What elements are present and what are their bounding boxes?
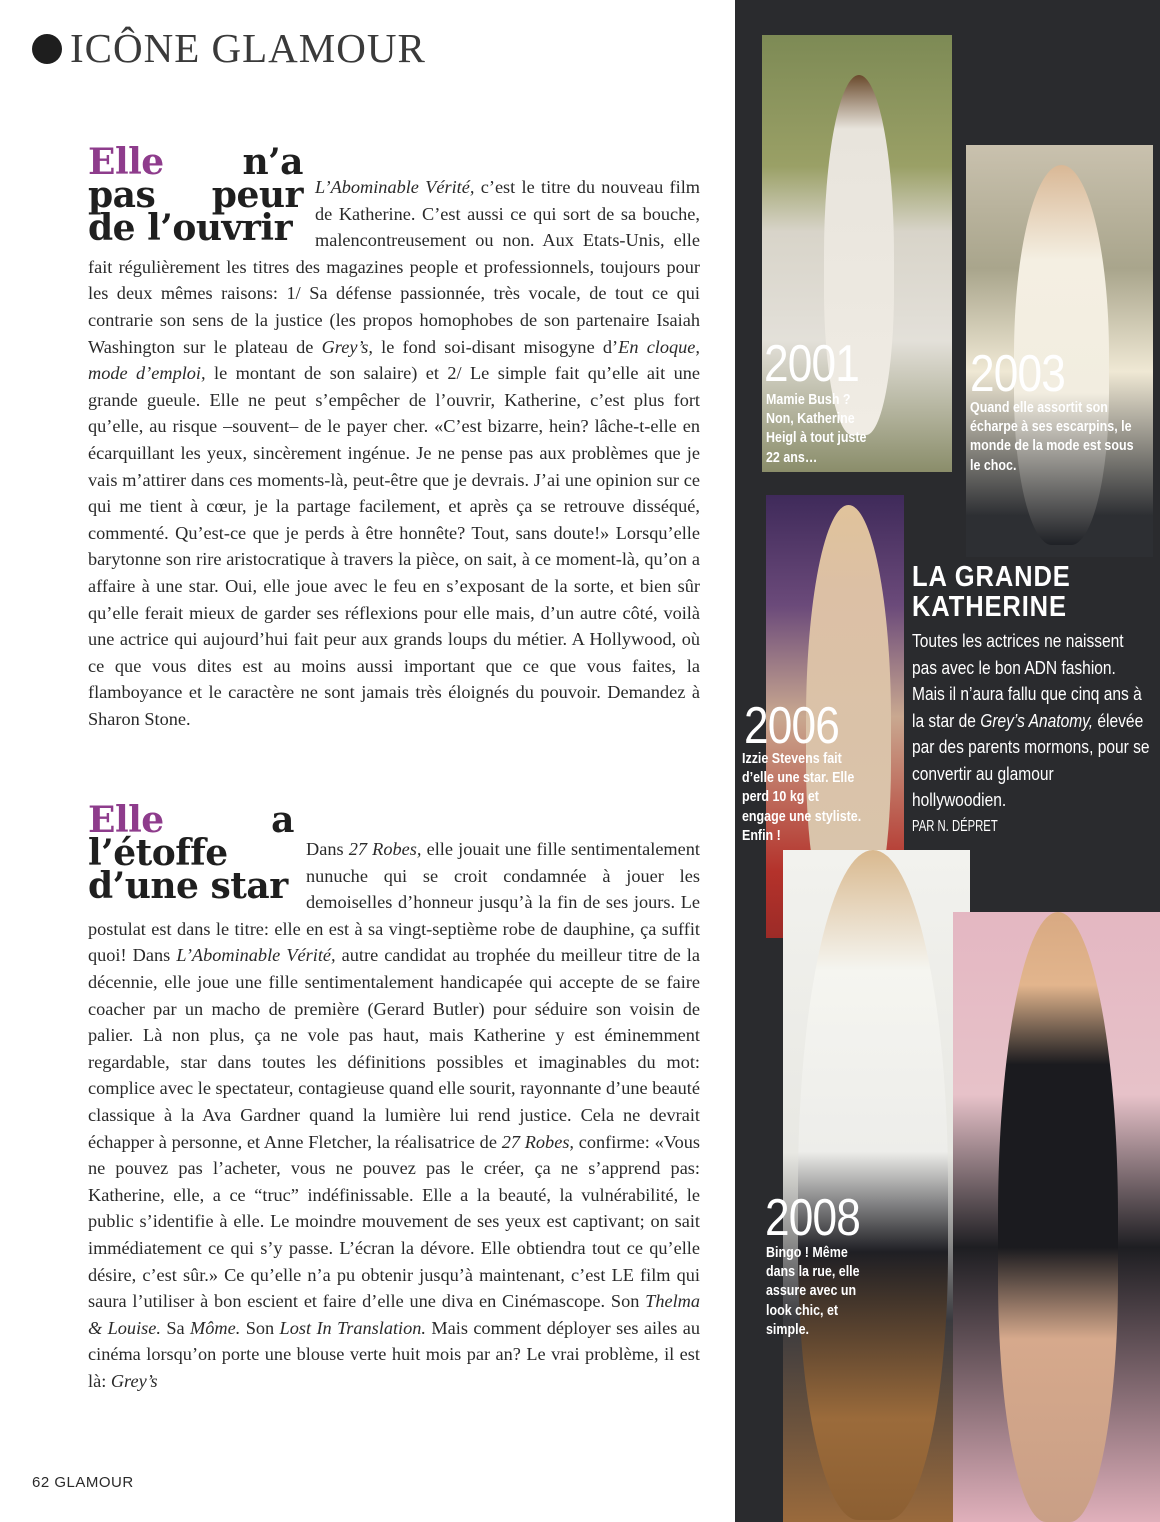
- sidebar-body: [912, 628, 1151, 840]
- body-text: Sa: [160, 1317, 191, 1338]
- figure-silhouette: [798, 850, 948, 1520]
- sidebar-title-line: LA GRANDE: [912, 561, 1071, 593]
- sidebar-title: [912, 562, 1123, 622]
- caption-2006: Izzie Stevens fait d’elle une star. Elle perd 10 kg et engage une styliste. Enfin !: [742, 751, 862, 844]
- heading-accent: Elle: [88, 141, 164, 183]
- caption-2008: Bingo ! Même dans la rue, elle assure avec un look chic, et simple.: [766, 1245, 860, 1338]
- film-title-ref: L’Abominable Vérité,: [315, 177, 475, 197]
- section-title: ICÔNE GLAMOUR: [70, 25, 426, 71]
- heading-rest: n’a pas peur de l’ouvrir: [88, 141, 303, 249]
- section-header: [32, 25, 426, 71]
- body-text: Mais comment déployer ses ailes au cinéma lorsqu’on porte une blouse verte huit mois par an? Le vrai problème, il est là:: [88, 1317, 700, 1391]
- show-title-ref: Grey’s: [110, 1370, 158, 1391]
- show-title-ref: Grey’s,: [321, 336, 373, 357]
- year-label-2001: 2001: [764, 335, 859, 393]
- body-text: Son: [240, 1317, 280, 1338]
- show-title-ref: Grey’s Anatomy,: [980, 709, 1094, 731]
- year-label-2008: 2008: [765, 1189, 860, 1247]
- author-credit: PAR N. DÉPRET: [912, 817, 998, 835]
- bullet-dot-icon: [32, 34, 62, 64]
- body-text: confirme: «Vous ne pouvez pas l’acheter, vous ne pouvez pas le créer, ça ne s’apprend pas: Katherine, elle, a ce “truc” indéfinissable. Elle a la beauté, la vulnérabilité, le public s’identifie à elle. Le moindre mouvement de ses yeux est captivant; on sait immédiatement ce qui s’y passe. L’écran la dévore. Elle obtiendra tout ce qu’elle désire, c’est sûr.» Ce qu’elle n’a pu obtenir jusqu’à maintenant, c’est LE film qui saura l’utiliser à bon escient et faire d’elle une diva en Cinémascope. Son: [88, 1131, 700, 1312]
- page-folio: 62 GLAMOUR: [32, 1474, 134, 1491]
- heading-accent: Elle: [88, 799, 164, 841]
- body-text: le fond soi-disant misogyne d’: [372, 336, 619, 357]
- body-text: Toutes les actrices ne naissent pas avec le bon ADN fashion. Mais il n’aura fallu que cinq ans à la star de: [912, 630, 1142, 731]
- heading-rest: a l’étoffe d’une star: [88, 799, 294, 907]
- film-title-ref: En cloque, mode d’emploi,: [88, 336, 700, 384]
- body-text: Dans: [306, 839, 349, 859]
- film-title-ref: Môme.: [190, 1317, 241, 1338]
- film-title-ref: Lost In Translation.: [279, 1317, 426, 1338]
- article-elle-n-a-pas-peur: [88, 141, 700, 732]
- body-text: c’est le titre du nouveau film de Katherine. C’est aussi ce qui sort de sa bouche, malencontreusement ou non. Aux Etats-Unis, elle fait régulièrement les titres des magazines people et professionnels, toujours pour les deux mêmes raisons: 1/ Sa défense passionnée, très vocale, de tout ce qui contrarie son sens de la justice (les propos homophobes de son partenaire Isaiah Washington sur le plateau de: [88, 177, 700, 357]
- photo-2008-street: [783, 850, 970, 1522]
- year-label-2006: 2006: [744, 697, 839, 755]
- sidebar-title-line: KATHERINE: [912, 591, 1067, 623]
- figure-silhouette: [998, 912, 1118, 1522]
- sidebar-la-grande-katherine: [912, 562, 1152, 840]
- body-text: autre candidat au trophée du meilleur titre de la décennie, elle joue une fille sentimentalement handicapée qui accepte de se faire coacher par un macho de première (Gerard Butler) pour séduire son voisin de palier. Là non plus, ça ne vole pas haut, mais Katherine y est éminemment regardable, star dans toutes les définitions possibles et imaginables du mot: complice avec le spectateur, contagieuse quand elle sourit, rayonnante d’une beauté classique à la Ava Gardner quand la lumière lui rend justice. Cela ne devrait échapper à personne, et Anne Fletcher, la réalisatrice de: [88, 945, 700, 1152]
- article-heading: [88, 141, 303, 249]
- article-elle-a-l-etoffe: [88, 799, 700, 1394]
- caption-2003: Quand elle assortit son écharpe à ses escarpins, le monde de la mode est sous le choc.: [970, 400, 1134, 474]
- body-text: le montant de son salaire) et 2/ Le simple fait qu’elle ait une grande gueule. Elle ne peut s’empêcher de l’ouvrir, Katherine, c’est plus fort qu’elle, au risque –souvent– de le payer cher. «C’est bizarre, hein? lâche-t-elle en écarquillant les yeux, sincèrement ingénue. Je ne pense pas aux problèmes que je vais m’attirer dans ces moments-là, peut-être que je devrais. J’ai une opinion sur ce qui me tient à cœur, je la partage facilement, et après ça se retrouve disséqué, commenté. Qu’est-ce que je perds à être honnête? Tout, sans doute!» Lorsqu’elle barytonne son rire aristocratique à travers la pièce, on sait, à ce moment-là, qu’on a affaire à une star. Oui, elle joue avec le feu en s’exposant de la sorte, et bien sûr qu’elle ferait mieux de garder ses réflexions pour elle mais, d’un autre côté, voilà une actrice qui aujourd’hui fait peur aux grands loups du métier. A Hollywood, où ce que vous dites est au moins aussi important que ce que vous faites, la flamboyance et le caractère ne sont jamais très éloignés du pouvoir. Demandez à Sharon Stone.: [88, 363, 700, 729]
- body-text: élevée par des parents mormons, pour se convertir au glamour hollywoodien.: [912, 709, 1150, 810]
- caption-2001: Mamie Bush ? Non, Katherine Heigl à tout juste 22 ans…: [766, 392, 867, 466]
- body-text: elle jouait une fille sentimentalement nunuche qui se croit condamnée à jouer les demoiselles d’honneur jusqu’à la fin de ses jours. Le postulat est dans le titre: elle en est à sa vingt-septième robe de dauphine, ça suffit quoi! Dans: [88, 839, 700, 966]
- photo-2008-event: [953, 912, 1160, 1522]
- year-label-2003: 2003: [970, 345, 1065, 403]
- film-title-ref: 27 Robes,: [348, 839, 422, 859]
- film-title-ref: 27 Robes,: [501, 1131, 574, 1152]
- article-heading: [88, 799, 294, 907]
- film-title-ref: Thelma & Louise.: [88, 1291, 700, 1338]
- film-title-ref: L’Abominable Vérité,: [176, 945, 336, 966]
